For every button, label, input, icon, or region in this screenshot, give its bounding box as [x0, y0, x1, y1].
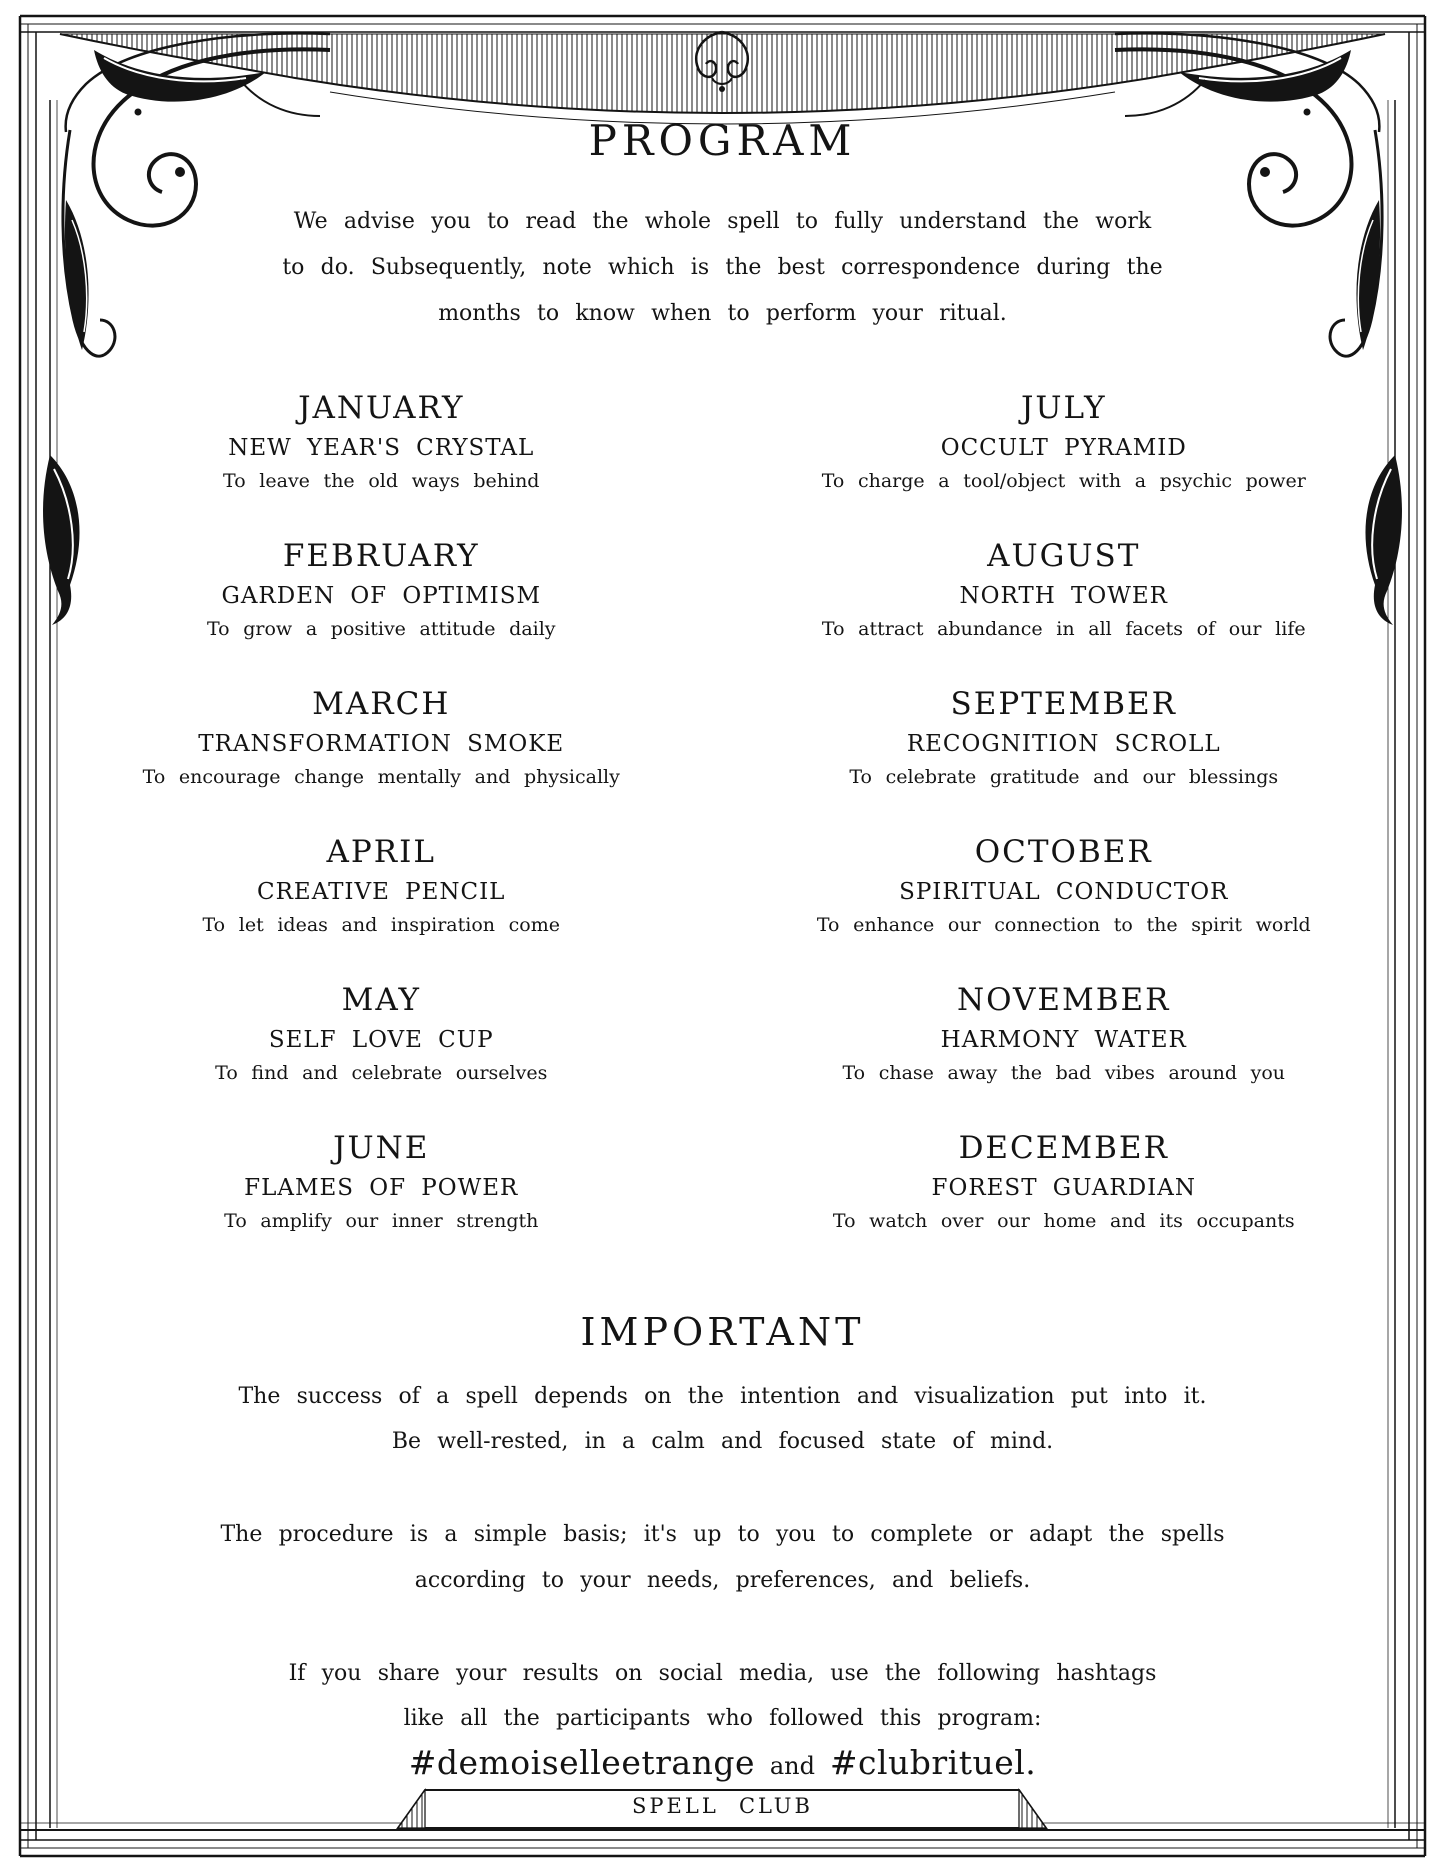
spell-name: RECOGNITION SCROLL — [906, 731, 1221, 758]
intro-line: months to know when to perform your ritual. — [438, 300, 1007, 326]
spell-name: SPIRITUAL CONDUCTOR — [899, 879, 1229, 906]
month-name: AUGUST — [987, 538, 1141, 575]
month-block-june — [40, 1130, 723, 1232]
paragraph-line: If you share your results on social media, use the following hashtags — [288, 1660, 1157, 1686]
paragraph-line: The success of a spell depends on the intention and visualization put into it. — [238, 1384, 1207, 1410]
month-name: OCTOBER — [974, 834, 1153, 871]
month-block-december — [723, 1130, 1406, 1232]
footer-banner-label: SPELL CLUB — [632, 1794, 813, 1818]
month-name: MAY — [341, 982, 421, 1019]
month-block-march — [40, 686, 723, 788]
spell-name: GARDEN OF OPTIMISM — [221, 583, 542, 610]
month-block-april — [40, 834, 723, 936]
hashtag-clubrituel: #clubrituel. — [829, 1742, 1037, 1782]
month-block-september — [723, 686, 1406, 788]
spell-name: SELF LOVE CUP — [268, 1027, 494, 1054]
paragraph-line: according to your needs, preferences, and beliefs. — [414, 1567, 1031, 1593]
paragraph-line: Be well-rested, in a calm and focused state of mind. — [391, 1429, 1054, 1455]
spell-purpose: To grow a positive attitude daily — [206, 618, 556, 641]
month-name: NOVEMBER — [956, 982, 1171, 1019]
spell-purpose: To encourage change mentally and physically — [142, 766, 620, 789]
spell-purpose: To watch over our home and its occupants — [832, 1210, 1295, 1233]
spell-purpose: To chase away the bad vibes around you — [842, 1062, 1286, 1085]
month-name: JULY — [1020, 390, 1107, 427]
spell-name: OCCULT PYRAMID — [940, 435, 1187, 462]
spell-purpose: To find and celebrate ourselves — [215, 1062, 548, 1085]
intro-line: We advise you to read the whole spell to fully understand the work — [293, 209, 1152, 234]
spell-name: NORTH TOWER — [959, 583, 1168, 610]
spell-purpose: To attract abundance in all facets of our life — [821, 618, 1306, 641]
month-block-august — [723, 538, 1406, 640]
spell-purpose: To celebrate gratitude and our blessings — [849, 766, 1279, 789]
spell-name: TRANSFORMATION SMOKE — [198, 731, 565, 758]
spell-name: NEW YEAR'S CRYSTAL — [228, 435, 535, 462]
intro-paragraph — [0, 199, 1445, 336]
spell-name: FLAMES OF POWER — [244, 1175, 519, 1202]
month-name: JANUARY — [298, 390, 465, 427]
hashtags-line — [0, 1743, 1445, 1782]
hashtag-demoiselleetrange: #demoiselleetrange — [408, 1742, 755, 1782]
important-paragraph-2 — [0, 1512, 1445, 1602]
paragraph-line: like all the participants who followed this program: — [403, 1705, 1042, 1731]
spell-purpose: To charge a tool/object with a psychic power — [821, 470, 1306, 493]
month-block-may — [40, 982, 723, 1084]
paragraph-line: The procedure is a simple basis; it's up to you to complete or adapt the spells — [220, 1522, 1225, 1548]
important-paragraph-3 — [0, 1651, 1445, 1741]
month-name: FEBRUARY — [282, 538, 480, 575]
spell-purpose: To amplify our inner strength — [224, 1210, 539, 1233]
spell-name: CREATIVE PENCIL — [257, 879, 506, 906]
month-name: JUNE — [333, 1130, 430, 1167]
month-name: DECEMBER — [958, 1130, 1169, 1167]
hashtag-conjunction: and — [769, 1751, 815, 1780]
spell-purpose: To enhance our connection to the spirit world — [816, 914, 1311, 937]
spell-purpose: To let ideas and inspiration come — [202, 914, 561, 937]
important-paragraph-1 — [0, 1374, 1445, 1464]
month-block-november — [723, 982, 1406, 1084]
month-name: APRIL — [326, 834, 436, 871]
spell-name: HARMONY WATER — [940, 1027, 1187, 1054]
page-title: PROGRAM — [588, 116, 857, 165]
month-name: MARCH — [312, 686, 451, 723]
month-block-january — [40, 390, 723, 492]
spell-purpose: To leave the old ways behind — [223, 470, 540, 493]
spell-name: FOREST GUARDIAN — [931, 1175, 1196, 1202]
important-heading: IMPORTANT — [580, 1310, 865, 1355]
month-block-july — [723, 390, 1406, 492]
months-grid — [40, 390, 1405, 1232]
month-block-february — [40, 538, 723, 640]
month-name: SEPTEMBER — [950, 686, 1178, 723]
month-block-october — [723, 834, 1406, 936]
intro-line: to do. Subsequently, note which is the best correspondence during the — [282, 254, 1163, 280]
